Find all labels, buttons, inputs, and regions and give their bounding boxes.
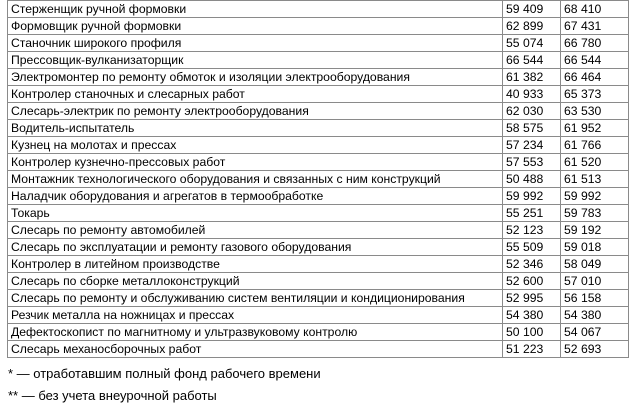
profession-cell: Станочник широкого профиля	[8, 35, 503, 52]
value2-cell: 66 780	[561, 35, 629, 52]
profession-cell: Водитель-испытатель	[8, 120, 503, 137]
table-row	[8, 154, 629, 171]
value1-cell: 50 100	[503, 324, 561, 341]
value2-cell: 59 992	[561, 188, 629, 205]
value1-cell: 66 544	[503, 52, 561, 69]
value1-cell: 59 992	[503, 188, 561, 205]
table-row	[8, 222, 629, 239]
table-row	[8, 171, 629, 188]
table-row	[8, 290, 629, 307]
value2-cell: 59 018	[561, 239, 629, 256]
table-row	[8, 273, 629, 290]
profession-cell: Контролер кузнечно-прессовых работ	[8, 154, 503, 171]
profession-cell: Резчик металла на ножницах и прессах	[8, 307, 503, 324]
table-row	[8, 1, 629, 18]
value1-cell: 50 488	[503, 171, 561, 188]
table-row	[8, 341, 629, 358]
value2-cell: 61 952	[561, 120, 629, 137]
table-row	[8, 35, 629, 52]
value2-cell: 66 464	[561, 69, 629, 86]
profession-cell: Слесарь по ремонту автомобилей	[8, 222, 503, 239]
profession-cell: Контролер станочных и слесарных работ	[8, 86, 503, 103]
value1-cell: 61 382	[503, 69, 561, 86]
table-row	[8, 205, 629, 222]
table-row	[8, 103, 629, 120]
value2-cell: 56 158	[561, 290, 629, 307]
table-row	[8, 120, 629, 137]
table-row	[8, 18, 629, 35]
profession-cell: Дефектоскопист по магнитному и ультразвуковому контролю	[8, 324, 503, 341]
value1-cell: 59 409	[503, 1, 561, 18]
table-row	[8, 86, 629, 103]
value1-cell: 58 575	[503, 120, 561, 137]
profession-cell: Токарь	[8, 205, 503, 222]
table-row	[8, 69, 629, 86]
value2-cell: 66 544	[561, 52, 629, 69]
profession-cell: Кузнец на молотах и прессах	[8, 137, 503, 154]
value1-cell: 52 995	[503, 290, 561, 307]
value2-cell: 57 010	[561, 273, 629, 290]
profession-cell: Слесарь по эксплуатации и ремонту газового оборудования	[8, 239, 503, 256]
value1-cell: 51 223	[503, 341, 561, 358]
value2-cell: 61 766	[561, 137, 629, 154]
value2-cell: 59 192	[561, 222, 629, 239]
profession-cell: Стерженщик ручной формовки	[8, 1, 503, 18]
value2-cell: 68 410	[561, 1, 629, 18]
value2-cell: 58 049	[561, 256, 629, 273]
value2-cell: 61 513	[561, 171, 629, 188]
value2-cell: 54 067	[561, 324, 629, 341]
profession-cell: Слесарь механосборочных работ	[8, 341, 503, 358]
profession-cell: Формовщик ручной формовки	[8, 18, 503, 35]
wages-table	[7, 0, 629, 358]
value1-cell: 57 234	[503, 137, 561, 154]
value2-cell: 52 693	[561, 341, 629, 358]
profession-cell: Слесарь по ремонту и обслуживанию систем вентиляции и кондиционирования	[8, 290, 503, 307]
profession-cell: Прессовщик-вулканизаторщик	[8, 52, 503, 69]
value2-cell: 59 783	[561, 205, 629, 222]
value1-cell: 55 074	[503, 35, 561, 52]
profession-cell: Слесарь-электрик по ремонту электрооборудования	[8, 103, 503, 120]
value1-cell: 57 553	[503, 154, 561, 171]
table-row	[8, 188, 629, 205]
value2-cell: 61 520	[561, 154, 629, 171]
table-row	[8, 52, 629, 69]
value2-cell: 54 380	[561, 307, 629, 324]
value1-cell: 55 509	[503, 239, 561, 256]
table-row	[8, 307, 629, 324]
profession-cell: Наладчик оборудования и агрегатов в термообработке	[8, 188, 503, 205]
value1-cell: 62 030	[503, 103, 561, 120]
value2-cell: 67 431	[561, 18, 629, 35]
profession-cell: Электромонтер по ремонту обмоток и изоляции электрооборудования	[8, 69, 503, 86]
value1-cell: 52 600	[503, 273, 561, 290]
profession-cell: Контролер в литейном производстве	[8, 256, 503, 273]
value1-cell: 52 346	[503, 256, 561, 273]
value1-cell: 54 380	[503, 307, 561, 324]
table-row	[8, 324, 629, 341]
value1-cell: 40 933	[503, 86, 561, 103]
value1-cell: 62 899	[503, 18, 561, 35]
footnote-full-time: * — отработавшим полный фонд рабочего времени	[8, 366, 321, 381]
value2-cell: 65 373	[561, 86, 629, 103]
table-row	[8, 256, 629, 273]
table-row	[8, 137, 629, 154]
profession-cell: Монтажник технологического оборудования и связанных с ним конструкций	[8, 171, 503, 188]
value1-cell: 52 123	[503, 222, 561, 239]
value2-cell: 63 530	[561, 103, 629, 120]
value1-cell: 55 251	[503, 205, 561, 222]
footnote-no-overtime: ** — без учета внеурочной работы	[8, 388, 217, 403]
profession-cell: Слесарь по сборке металлоконструкций	[8, 273, 503, 290]
table-row	[8, 239, 629, 256]
